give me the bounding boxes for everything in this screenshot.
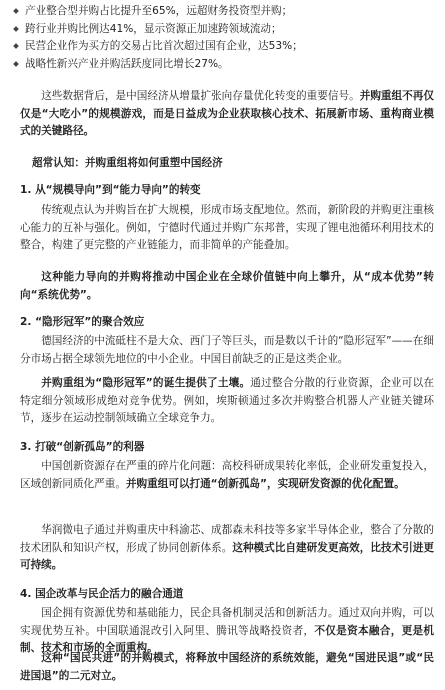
s3-emphasis-2: 这种模式比自建研发更高效，比技术引进更可持续。 — [20, 541, 435, 572]
bullet-icon — [13, 43, 19, 49]
list-item — [12, 38, 432, 56]
s4-text: 国企拥有资源优势和基础能力，民企具备机制灵活和创新活力。通过双向并购，可以实现优势互补。中国联通混改引入阿里、腾讯等战略投资者， — [20, 607, 434, 637]
s4-paragraph-2: 这种“国民共进”的并购模式，将释放中国经济的系统效能，避免“国进民退”或“民进国退”的二元对立。 — [20, 652, 434, 682]
s2-text: 通过整合分散的行业资源，企业可以在特定细分领域形成绝对竞争优势。例如，埃斯顿通过多次并购整合机器人产业链关键环节，逐步在运动控制领域确立全球竞争力。 — [20, 377, 434, 425]
s2-emphasis: 并购重组为“隐形冠军”的诞生提供了土壤。 — [41, 377, 251, 389]
s3-paragraph-1 — [20, 458, 434, 493]
s2-paragraph-1: 德国经济的中流砥柱不是大众、西门子等巨头，而是数以千计的“隐形冠军”——在细分市场占据全球领先地位的中小企业。中国目前缺乏的正是这类企业。 — [20, 335, 434, 365]
bullet-icon — [13, 61, 19, 67]
list-item — [12, 56, 432, 74]
bullet-icon — [13, 26, 19, 32]
subsection-title-1: 1. 从“规模导向”到“能力导向”的转变 — [20, 184, 201, 196]
list-item-text: 战略性新兴产业并购活跃度同比增长27%。 — [25, 57, 229, 70]
list-item-text: 跨行业并购比例达41%，显示资源正加速跨领域流动； — [25, 22, 282, 35]
s3-text-1: 中国创新资源存在严重的碎片化问题：高校科研成果转化率低，企业研发重复投入，区域创新同质化严重。 — [20, 460, 434, 490]
s3-text-2: 华润微电子通过并购重庆中科渝芯、成都森未科技等多家半导体企业，整合了分散的技术团队和知识产权，形成了协同创新体系。 — [20, 524, 434, 554]
bullet-icon — [13, 8, 19, 14]
intro-emphasis: 并购重组不再仅仅是“大吃小”的规模游戏，而是日益成为企业获取核心技术、拓展新市场、重构商业模式的关键路径。 — [20, 90, 434, 138]
s3-paragraph-2 — [20, 522, 434, 575]
s2-paragraph-2 — [20, 375, 434, 428]
subsection-title-3: 3. 打破“创新孤岛”的利器 — [20, 441, 145, 453]
statistics-list — [12, 3, 432, 73]
s1-paragraph-1: 传统观点认为并购旨在扩大规模，形成市场支配地位。然而，新阶段的并购更注重核心能力的互补与强化。例如，宁德时代通过并购广东邦普，实现了锂电池循环利用技术的整合，构建了更完整的产业链能力，而非简单的产能叠加。 — [20, 204, 434, 252]
list-item — [12, 3, 432, 21]
s4-emphasis: 不仅是资本融合，更是机制、技术和市场的全面重构。 — [20, 624, 434, 655]
subsection-title-4: 4. 国企改革与民企活力的融合通道 — [20, 588, 184, 600]
intro-text: 这些数据背后，是中国经济从增量扩张向存量优化转变的重要信号。 — [41, 90, 360, 102]
subsection-title-2: 2. “隐形冠军”的聚合效应 — [20, 316, 145, 328]
s1-paragraph-2: 这种能力导向的并购将推动中国企业在全球价值链中向上攀升，从“成本优势”转向“系统优势”。 — [20, 271, 434, 301]
list-item — [12, 21, 432, 39]
list-item-text: 民营企业作为买方的交易占比首次超过国有企业，达53%； — [25, 40, 303, 53]
s3-emphasis-1: 并购重组可以打通“创新孤岛”，实现研发资源的优化配置。 — [125, 477, 405, 490]
list-item-text: 产业整合型并购占比提升至65%，远超财务投资型并购； — [25, 5, 293, 17]
section-title: 超常认知：并购重组将如何重塑中国经济 — [32, 157, 223, 169]
intro-paragraph — [20, 88, 434, 141]
